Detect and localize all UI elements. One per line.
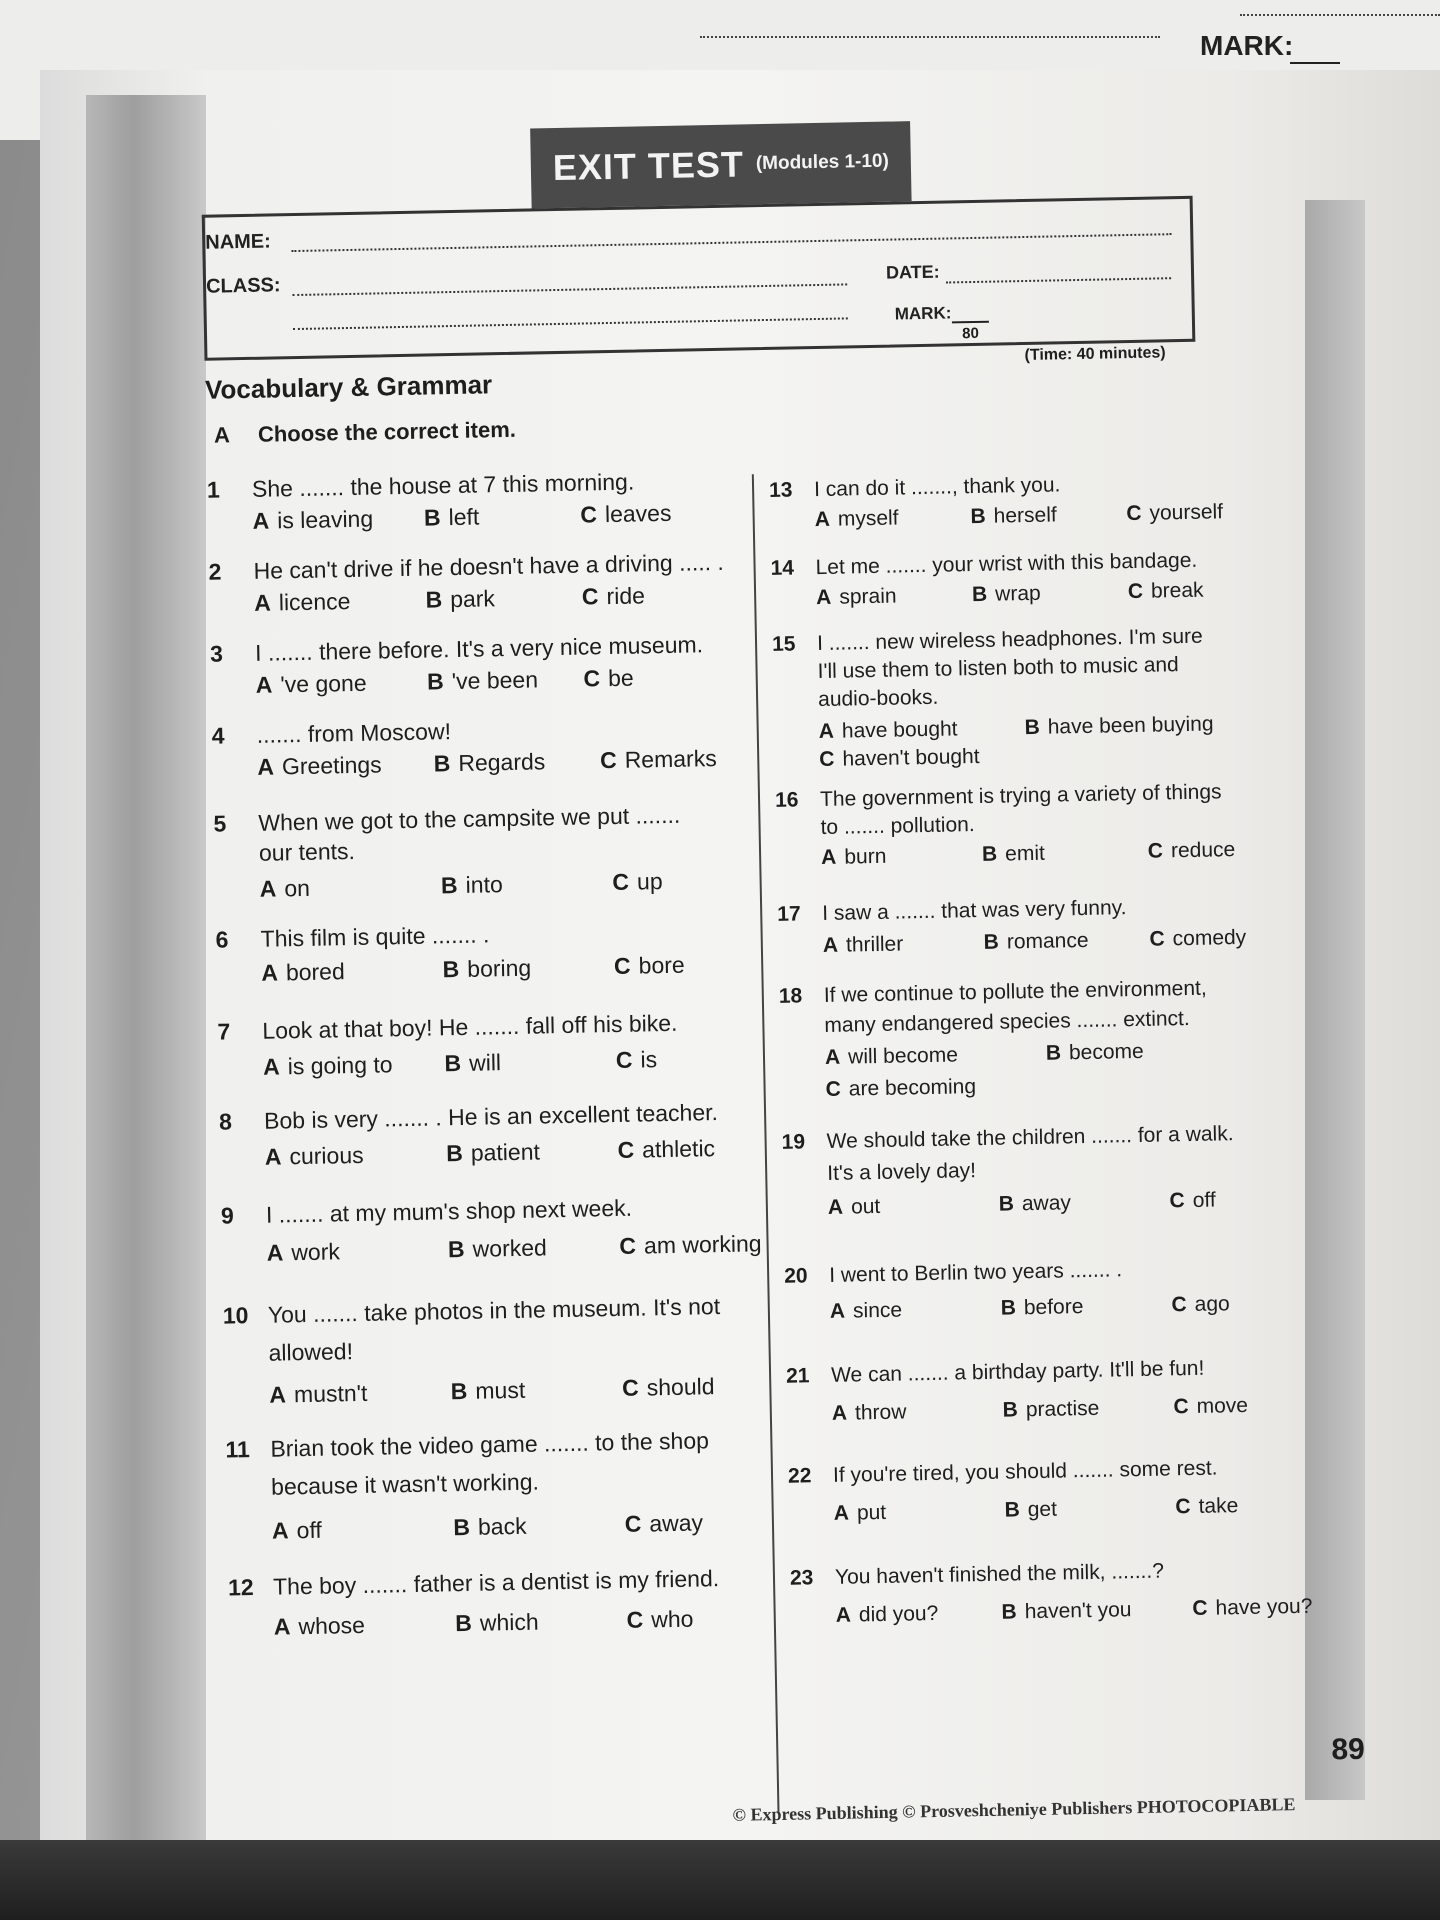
question-text: Let me ....... your wrist with this bandage. [815, 548, 1198, 580]
page-edge-shadow [1305, 200, 1365, 1800]
question-text: This film is quite ....... . [260, 921, 490, 952]
title-banner [530, 121, 911, 208]
option-a[interactable]: A since [829, 1298, 903, 1323]
answer-options [272, 1507, 704, 1545]
question-text-continued: I'll use them to listen both to music and [817, 653, 1179, 684]
question-text: She ....... the house at 7 this morning. [251, 468, 635, 502]
option-b[interactable]: B will [444, 1049, 502, 1077]
option-a[interactable]: A burn [820, 844, 887, 870]
option-c[interactable]: C reduce [1147, 838, 1236, 863]
question-number: 14 [770, 556, 795, 580]
copyright-notice: © Express Publishing © Prosveshcheniye Publishers PHOTOCOPIABLE [732, 1794, 1296, 1825]
question-number: 4 [211, 722, 225, 749]
answer-options [254, 580, 645, 617]
question-text: I ....... new wireless headphones. I'm sure [816, 624, 1203, 656]
class-line [292, 283, 847, 296]
question-text: I ....... at my mum's shop next week. [265, 1194, 633, 1228]
question-number: 23 [789, 1566, 814, 1590]
answer-options [261, 950, 685, 988]
mark-total: 80 [952, 321, 989, 343]
answer-options [825, 1037, 1144, 1073]
option-a[interactable]: A put [833, 1500, 887, 1525]
question-number: 8 [218, 1108, 233, 1135]
option-c[interactable]: C up [612, 868, 663, 896]
book-spine-shadow [86, 95, 206, 1920]
answer-options [259, 866, 663, 904]
option-b[interactable]: B herself [970, 503, 1057, 529]
question-number: 5 [213, 810, 227, 837]
answer-options [255, 663, 634, 700]
option-c[interactable]: C have you? [1192, 1594, 1313, 1621]
option-a[interactable]: A work [266, 1238, 341, 1266]
option-b[interactable]: B park [425, 585, 496, 613]
question-text: Look at that boy! He ....... fall off his bike. [262, 1009, 678, 1044]
option-c[interactable]: C are becoming [825, 1075, 977, 1101]
option-b[interactable]: B away [998, 1191, 1072, 1216]
question-text-continued: allowed! [268, 1338, 354, 1366]
question-text: We can ....... a birthday party. It'll be fun! [830, 1356, 1205, 1387]
option-b[interactable]: B haven't you [1001, 1598, 1132, 1624]
question-text-continued: to ....... pollution. [820, 813, 975, 840]
option-c[interactable]: C leaves [580, 499, 672, 528]
page-subtitle: (Modules 1-10) [755, 150, 890, 175]
question-text: He can't drive if he doesn't have a driving ..... . [253, 548, 725, 584]
instruction-letter: A [213, 422, 231, 448]
question-text: You haven't finished the milk, .......? [834, 1559, 1165, 1589]
question-number: 21 [785, 1364, 810, 1388]
option-b[interactable]: B back [453, 1512, 527, 1541]
time-note: (Time: 40 minutes) [1024, 344, 1166, 365]
question-number: 7 [217, 1018, 231, 1045]
question-text: I went to Berlin two years ....... . [828, 1258, 1123, 1287]
option-a[interactable]: A whose [273, 1611, 366, 1640]
option-a[interactable]: A off [271, 1516, 323, 1544]
name-line [291, 233, 1171, 252]
question-text: I can do it ......., thank you. [813, 473, 1061, 502]
question-text-continued: audio-books. [817, 685, 939, 712]
option-b[interactable]: B patient [445, 1138, 541, 1167]
worksheet-content [190, 104, 1366, 1825]
page-title: EXIT TEST [552, 143, 745, 189]
option-c[interactable]: C ride [581, 582, 646, 610]
answer-options [263, 1044, 658, 1082]
option-c[interactable]: C should [621, 1373, 715, 1401]
option-a[interactable]: A sprain [815, 584, 897, 610]
answer-options [252, 498, 671, 536]
option-b[interactable]: B before [1000, 1295, 1084, 1320]
option-b[interactable]: B practise [1002, 1396, 1100, 1422]
answer-options [274, 1604, 694, 1642]
option-b[interactable]: B get [1004, 1497, 1058, 1522]
answer-options [266, 1228, 762, 1267]
previous-mark-label: MARK: [1200, 30, 1294, 61]
question-text: The government is trying a variety of things [819, 780, 1222, 812]
option-c[interactable]: C be [583, 664, 634, 692]
question-number: 18 [778, 984, 803, 1008]
question-number: 9 [220, 1202, 234, 1229]
question-number: 20 [783, 1264, 808, 1288]
option-b[interactable]: B Regards [433, 748, 546, 777]
question-number: 1 [206, 476, 221, 503]
question-number: 12 [227, 1574, 254, 1601]
option-c[interactable]: C Remarks [599, 745, 717, 774]
option-a[interactable]: A is going to [262, 1051, 393, 1080]
question-number: 2 [208, 558, 222, 585]
question-text-continued: many endangered species ....... extinct. [824, 1006, 1190, 1037]
question-text: I ....... there before. It's a very nice museum. [254, 631, 704, 666]
question-number: 17 [777, 902, 801, 926]
answer-options [257, 743, 717, 782]
option-c[interactable]: C off [1169, 1188, 1216, 1213]
option-b[interactable]: B left [423, 503, 480, 531]
option-a[interactable]: A Greetings [257, 751, 382, 780]
previous-page-dotted-line [700, 36, 1160, 38]
answer-options [828, 1186, 1216, 1223]
previous-page-dotted-line [1240, 14, 1440, 16]
option-a[interactable]: A on [259, 874, 311, 902]
option-a[interactable]: A licence [253, 588, 351, 616]
answer-options-row-2 [825, 1072, 976, 1105]
question-text: If you're tired, you should ....... some rest. [832, 1456, 1218, 1487]
date-line [946, 277, 1171, 283]
question-number: 6 [215, 926, 229, 953]
option-b[interactable]: B boring [442, 954, 532, 983]
option-c[interactable]: C haven't bought [819, 744, 980, 772]
question-text-continued: It's a lovely day! [827, 1159, 977, 1185]
name-label: NAME: [205, 230, 272, 254]
question-text: You ....... take photos in the museum. It's not [267, 1293, 721, 1328]
option-c[interactable]: C am working [619, 1230, 762, 1259]
option-a[interactable]: A throw [831, 1400, 907, 1425]
option-c[interactable]: C break [1127, 578, 1204, 604]
answer-options [818, 709, 1213, 747]
option-b[interactable]: B must [450, 1376, 526, 1405]
question-number: 3 [209, 640, 224, 667]
question-number: 11 [225, 1436, 251, 1463]
option-a[interactable]: A have bought [818, 717, 958, 744]
option-a[interactable]: A myself [814, 506, 899, 532]
option-b[interactable]: B 've been [426, 666, 539, 695]
option-b[interactable]: B become [1045, 1039, 1144, 1065]
option-a[interactable]: A thriller [822, 932, 904, 957]
option-a[interactable]: A bored [261, 958, 345, 986]
question-text: We should take the children ....... for a walk. [826, 1122, 1234, 1153]
answer-options [823, 923, 1247, 961]
date-label: DATE: [885, 261, 940, 283]
option-c[interactable]: C take [1175, 1494, 1239, 1519]
answer-options [265, 1133, 716, 1172]
student-info-box [202, 196, 1196, 361]
option-b[interactable]: B romance [983, 928, 1089, 954]
option-c[interactable]: C move [1173, 1393, 1249, 1419]
option-b[interactable]: B wrap [971, 581, 1041, 607]
option-c[interactable]: C comedy [1149, 925, 1247, 951]
answer-options [269, 1371, 715, 1410]
mark-label: MARK: [894, 303, 952, 324]
option-a[interactable]: A curious [264, 1141, 364, 1170]
answer-options [832, 1391, 1249, 1429]
question-text: I saw a ....... that was very funny. [822, 896, 1127, 926]
option-a[interactable]: A did you? [835, 1601, 939, 1627]
table-surface [0, 1840, 1440, 1920]
question-text: When we got to the campsite we put ....... [258, 801, 681, 836]
option-a[interactable]: A is leaving [252, 505, 374, 534]
answer-options [833, 1491, 1238, 1529]
question-text: Bob is very ....... . He is an excellent teacher. [263, 1099, 719, 1134]
question-number: 13 [768, 478, 793, 502]
question-text: ....... from Moscow! [256, 718, 452, 748]
question-text: If we continue to pollute the environment, [823, 976, 1207, 1007]
answer-options [816, 576, 1204, 613]
question-text: The boy ....... father is a dentist is my friend. [272, 1565, 720, 1600]
option-a[interactable]: A mustn't [269, 1379, 368, 1408]
option-c[interactable]: C who [626, 1605, 694, 1633]
option-c[interactable]: C ago [1171, 1292, 1230, 1317]
option-c[interactable]: C athletic [617, 1135, 716, 1163]
option-b[interactable]: B worked [447, 1234, 548, 1263]
option-c[interactable]: C yourself [1126, 500, 1224, 526]
option-b[interactable]: B into [440, 871, 503, 899]
instruction-text: Choose the correct item. [257, 416, 517, 447]
question-text-continued: because it wasn't working. [270, 1468, 540, 1500]
answer-options [830, 1289, 1230, 1327]
option-b[interactable]: B emit [981, 841, 1046, 866]
answer-options-row-2 [819, 742, 980, 775]
option-c[interactable]: C bore [613, 951, 685, 980]
question-number: 16 [774, 788, 799, 812]
class-line-extra [293, 317, 848, 330]
option-a[interactable]: A will become [824, 1043, 959, 1069]
question-number: 22 [787, 1464, 812, 1488]
option-b[interactable]: B have been buying [1024, 712, 1214, 740]
question-number: 19 [781, 1130, 806, 1154]
question-text-continued: our tents. [258, 837, 356, 866]
option-c[interactable]: C away [624, 1509, 704, 1537]
column-divider [752, 474, 780, 1814]
option-a[interactable]: A out [827, 1194, 881, 1219]
option-c[interactable]: C is [615, 1046, 658, 1073]
question-number: 10 [222, 1302, 249, 1329]
answer-options [814, 497, 1223, 535]
option-b[interactable]: B which [454, 1608, 539, 1637]
page-number: 89 [1331, 1732, 1366, 1767]
class-label: CLASS: [205, 274, 281, 298]
answer-options [835, 1592, 1312, 1631]
option-a[interactable]: A 've gone [255, 669, 367, 698]
question-number: 15 [771, 632, 796, 656]
question-text: Brian took the video game ....... to the shop [270, 1427, 710, 1462]
section-title: Vocabulary & Grammar [204, 369, 493, 405]
